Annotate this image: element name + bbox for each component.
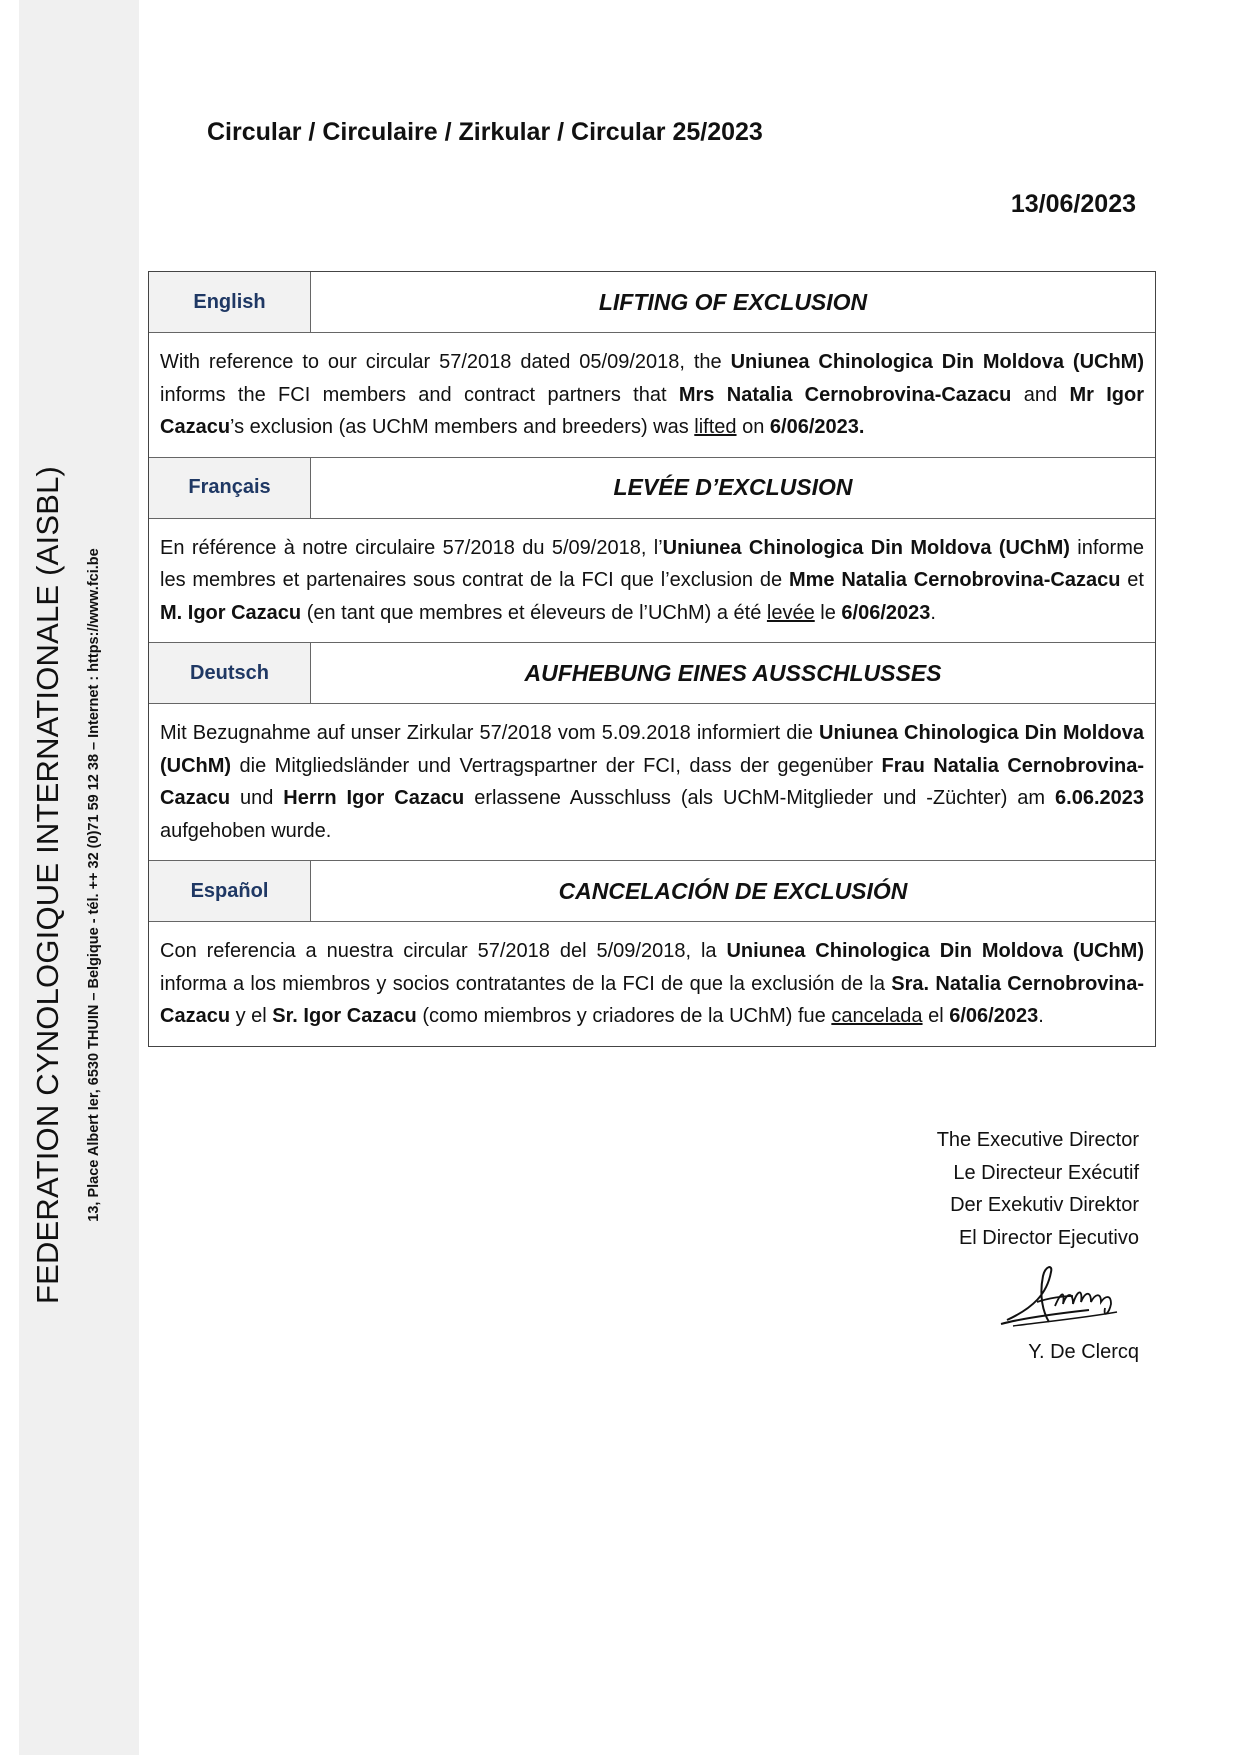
text-run: le	[814, 601, 842, 624]
bold-text-run: Uniunea Chinologica Din Moldova (UChM)	[726, 940, 1144, 962]
bold-text-run: Mr Igor Cazacu	[160, 383, 1144, 438]
signer-title-en: The Executive Director	[936, 1129, 1139, 1151]
bold-text-run: M. Igor Cazacu	[160, 601, 302, 624]
text-run: on	[736, 416, 770, 438]
text-run: et	[1120, 569, 1144, 591]
section-heading: CANCELACIÓN DE EXCLUSIÓN	[558, 877, 908, 904]
section-spanish	[149, 861, 1155, 1046]
bold-text-run: 6/06/2023.	[769, 416, 865, 438]
bold-text-run: Sra. Natalia Cernobrovina-Cazacu	[160, 972, 1144, 1027]
text-run: informs the FCI members and contract partners that	[160, 383, 679, 406]
text-run: .	[1038, 1005, 1044, 1027]
text-run: With reference to our circular 57/2018 dated 05/09/2018, the	[160, 351, 731, 373]
section-header	[149, 643, 1155, 704]
section-header	[149, 861, 1155, 922]
circular-date: 13/06/2023	[1010, 190, 1136, 218]
bold-text-run: Herrn Igor Cazacu	[283, 787, 465, 809]
underlined-text-run: levée	[766, 601, 815, 624]
text-run: (como miembros y criadores de la UChM) fue	[416, 1005, 832, 1027]
bold-text-run: Uniunea Chinologica Din Moldova (UChM)	[662, 536, 1070, 559]
organization-address: 13, Place Albert Ier, 6530 THUIN – Belgique - tél. ++ 32 (0)71 59 12 38 – Internet : https://www.fci.be	[86, 548, 102, 1222]
section-body	[149, 519, 1155, 644]
bold-text-run: Frau Natalia Cernobrovina-Cazacu	[160, 754, 1145, 809]
section-body	[149, 704, 1155, 861]
bold-text-run: 6/06/2023	[949, 1005, 1039, 1027]
circular-title: Circular / Circulaire / Zirkular / Circular 25/2023	[207, 118, 763, 146]
language-label: Français	[149, 458, 311, 518]
text-run: el	[922, 1005, 950, 1027]
section-heading: LIFTING OF EXCLUSION	[598, 288, 868, 315]
text-run: informa a los miembros y socios contratantes de la FCI de que la exclusión de la	[160, 972, 892, 995]
organization-name: FEDERATION CYNOLOGIQUE INTERNATIONALE (AISBL)	[30, 465, 65, 1305]
text-run: (en tant que membres et éleveurs de l’UChM) a été	[301, 601, 767, 624]
text-run: aufgehoben wurde.	[160, 819, 332, 842]
signer-title-es: El Director Ejecutivo	[958, 1226, 1139, 1249]
sections-table	[148, 271, 1156, 1047]
signature-block	[739, 1124, 1139, 1369]
text-run: Mit Bezugnahme auf unser Zirkular 57/2018 vom 5.09.2018 informiert die	[160, 722, 820, 744]
text-run: y el	[230, 1005, 273, 1027]
text-run: ’s exclusion (as UChM members and breeders) was	[230, 416, 695, 438]
text-run: informe les membres et partenaires sous contrat de la FCI que l’exclusion de	[160, 536, 1144, 591]
text-run: und	[230, 787, 284, 809]
text-run: En référence à notre circulaire 57/2018 du 5/09/2018, l’	[160, 536, 663, 559]
text-run: and	[1011, 383, 1070, 406]
section-heading: AUFHEBUNG EINES AUSSCHLUSSES	[524, 659, 942, 686]
underlined-text-run: lifted	[694, 416, 737, 438]
signer-title-de: Der Exekutiv Direktor	[950, 1194, 1139, 1216]
bold-text-run: Mme Natalia Cernobrovina-Cazacu	[788, 569, 1121, 591]
text-run: erlassene Ausschluss (als UChM-Mitglieder und -Züchter) am	[464, 787, 1056, 809]
signer-title-fr: Le Directeur Exécutif	[953, 1161, 1139, 1184]
language-label: English	[149, 272, 311, 332]
bold-text-run: Uniunea Chinologica Din Moldova (UChM)	[160, 722, 1144, 777]
section-body	[149, 333, 1155, 458]
section-header	[149, 272, 1155, 333]
text-run: .	[930, 601, 936, 624]
signer-name: Y. De Clercq	[1028, 1341, 1139, 1363]
section-french	[149, 458, 1155, 644]
bold-text-run: Uniunea Chinologica Din Moldova (UChM)	[730, 351, 1144, 373]
language-label: Español	[149, 861, 311, 921]
bold-text-run: Sr. Igor Cazacu	[272, 1005, 417, 1027]
section-header	[149, 458, 1155, 519]
sidebar-letterhead	[24, 385, 134, 1385]
handwritten-signature	[993, 1262, 1133, 1334]
bold-text-run: Mrs Natalia Cernobrovina-Cazacu	[678, 383, 1012, 406]
section-heading: LEVÉE D’EXCLUSION	[613, 474, 853, 500]
underlined-text-run: cancelada	[831, 1005, 923, 1027]
section-german	[149, 643, 1155, 861]
section-english	[149, 272, 1155, 458]
bold-text-run: 6/06/2023	[841, 601, 931, 624]
text-run: Con referencia a nuestra circular 57/2018 del 5/09/2018, la	[160, 940, 727, 962]
text-run: die Mitgliedsländer und Vertragspartner der FCI, dass der gegenüber	[231, 754, 882, 777]
bold-text-run: 6.06.2023	[1055, 787, 1144, 809]
section-body	[149, 922, 1155, 1046]
language-label: Deutsch	[149, 643, 311, 703]
